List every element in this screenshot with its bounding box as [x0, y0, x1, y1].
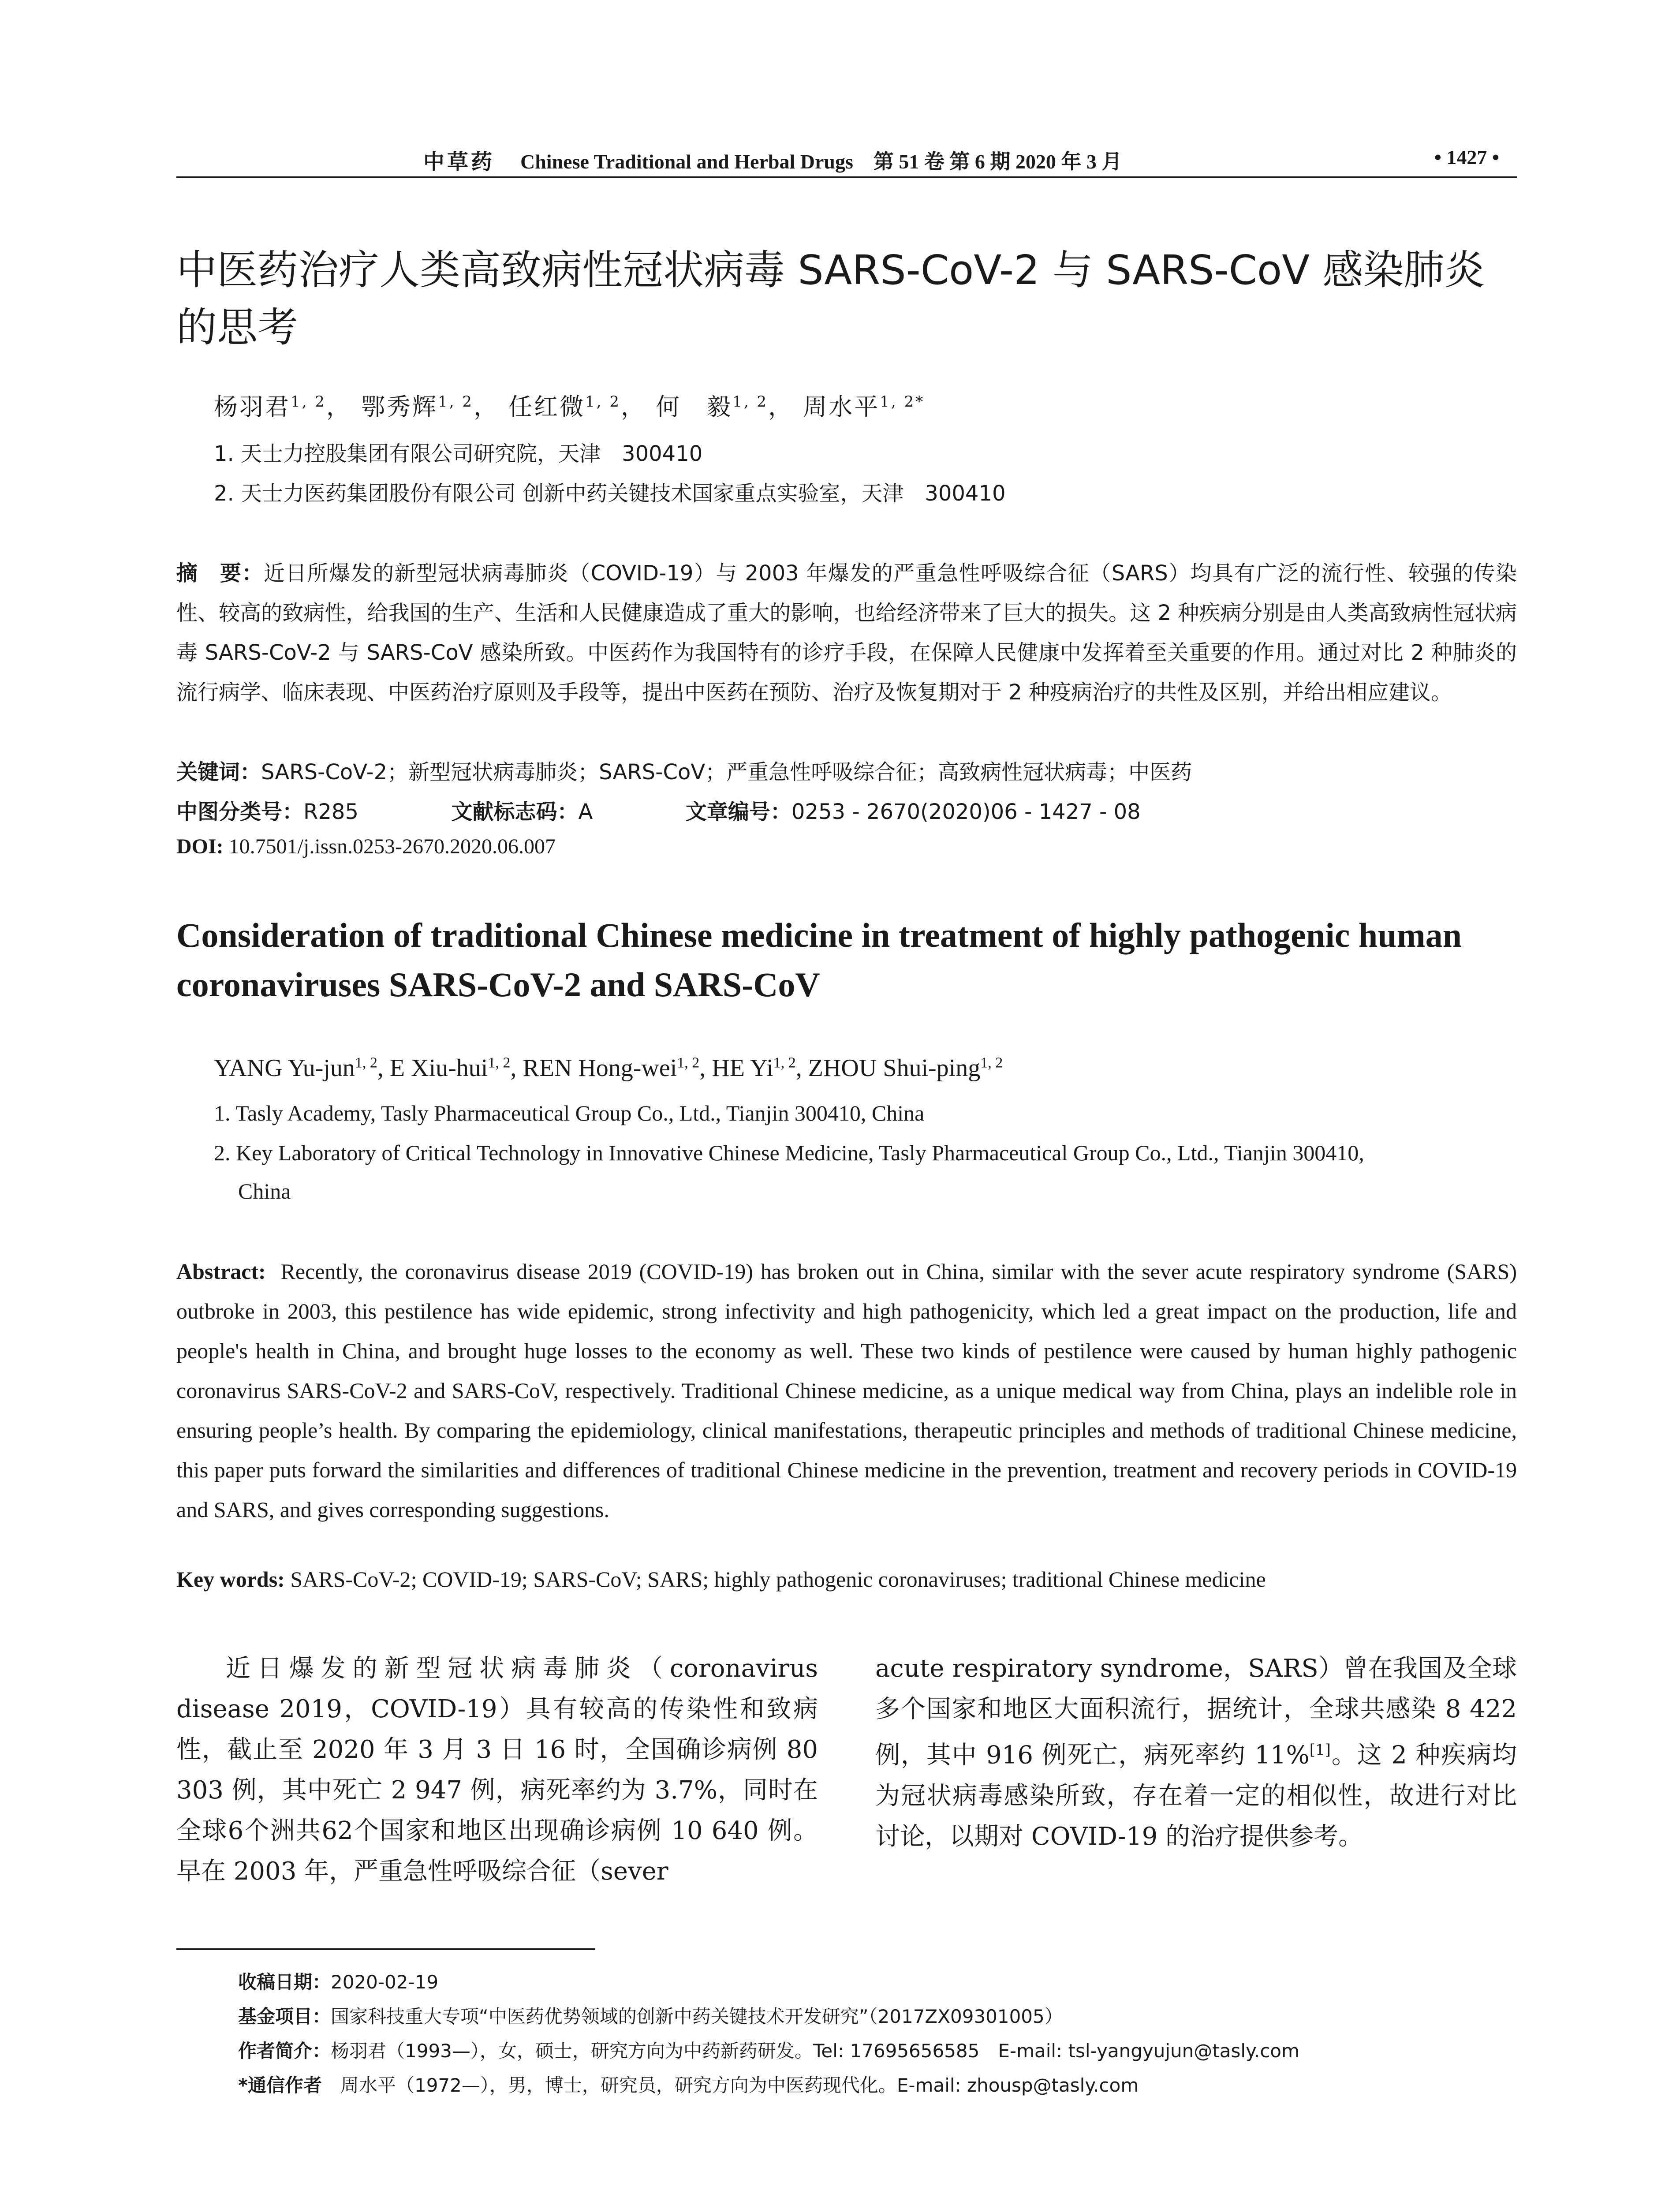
zh-author-list: 杨羽君$^{1, 2}$， 鄂秀辉$^{1, 2}$， 任红微$^{1, 2}$， 何 毅$^{1, 2}$， 周水平$^{1, 2*}$	[214, 393, 925, 421]
zh-author-aff: 1, 2	[291, 393, 326, 411]
en-keywords-label: Key words:	[176, 1567, 285, 1592]
body-right-text-cont: 。这 2 种疾病均为冠状病毒感染所致，存在着一定的相似性，故进行对比讨论，以期对 COVID-19 的治疗提供参考。	[875, 1741, 1517, 1851]
en-affiliation-2: 2. Key Laboratory of Critical Technology in Innovative Chinese Medicine, Tasly Pharmaceutical Group Co., Ltd., Tianjin 300410,	[214, 1140, 1364, 1165]
body-right-text: acute respiratory syndrome，SARS）曾在我国及全球多个国家和地区大面积流行，据统计，全球共感染 8 422 例，其中 916 例死亡，病死率约 11%	[875, 1654, 1517, 1770]
zh-author: 鄂秀辉	[361, 393, 438, 421]
zh-author-aff: 1, 2	[585, 393, 621, 411]
zh-abstract-text: 近日所爆发的新型冠状病毒肺炎（COVID-19）与 2003 年爆发的严重急性呼吸综合征（SARS）均具有广泛的流行性、较强的传染性、较高的致病性，给我国的生产、生活和人民健康造成了重大的影响，也给经济带来了巨大的损失。这 2 种疾病分别是由人类高致病性冠状病毒 SARS-CoV-2 与 SARS-CoV 感染所致。中医药作为我国特有的诊疗手段，在保障人民健康中发挥着至关重要的作用。通过对比 2 种肺炎的流行病学、临床表现、中医药治疗原则及手段等，提出中医药在预防、治疗及恢复期对于 2 种疫病治疗的共性及区别，并给出相应建议。	[176, 561, 1517, 705]
en-article-title: Consideration of traditional Chinese medicine in treatment of highly pathogenic human coronaviruses SARS-CoV-2 and SARS-CoV	[176, 916, 1462, 1004]
doc-code-value: A	[578, 800, 593, 824]
journal-name-zh: 中草药	[423, 149, 495, 174]
zh-affiliation-2: 2. 天士力医药集团股份有限公司 创新中药关键技术国家重点实验室，天津 300410	[214, 481, 1006, 506]
footnote-text: 周水平（1972—），男，博士，研究员，研究方向为中医药现代化。E-mail: zhousp@tasly.com	[321, 2074, 1139, 2096]
zh-keywords-label: 关键词：	[176, 760, 261, 785]
en-author: ZHOU Shui-ping	[808, 1054, 981, 1082]
header-rule	[176, 176, 1517, 178]
article-number-value: 0253 - 2670(2020)06 - 1427 - 08	[791, 800, 1141, 824]
footnote-corresponding-author	[238, 2071, 1139, 2097]
zh-author-aff: 1, 2	[732, 393, 769, 411]
body-left-column: 近日爆发的新型冠状病毒肺炎（coronavirus disease 2019，COVID-19）具有较高的传染性和致病性，截止至 2020 年 3 月 3 日 16 时，全国确诊病例 80 303 例，其中死亡 2 947 例，病死率约为 3.7%，同时在全球6个洲共62个国家和地区出现确诊病例 10 640 例。早在 2003 年，严重急性呼吸综合征（sever	[176, 1654, 818, 1886]
en-author: REN Hong-wei	[523, 1054, 677, 1082]
en-author: E Xiu-hui	[389, 1054, 488, 1082]
zh-abstract	[176, 553, 1517, 712]
zh-author: 任红微	[508, 393, 586, 421]
zh-keywords-text: SARS-CoV-2；新型冠状病毒肺炎；SARS-CoV；严重急性呼吸综合征；高致病性冠状病毒；中医药	[261, 760, 1192, 785]
clc-label: 中图分类号：	[176, 800, 304, 824]
en-author-aff: 1, 2	[355, 1054, 377, 1071]
en-author-aff: 1, 2	[980, 1054, 1003, 1071]
clc-value: R285	[303, 800, 358, 824]
doi-label: DOI:	[176, 835, 224, 858]
en-author-aff: 1, 2	[677, 1054, 700, 1071]
running-header	[176, 140, 1517, 176]
footnote-text: 杨羽君（1993—），女，硕士，研究方向为中药新药研发。Tel: 17695656585 E-mail: tsl-yangyujun@tasly.com	[331, 2040, 1299, 2062]
en-author: HE Yi	[712, 1054, 773, 1082]
zh-keywords	[176, 755, 1192, 785]
en-author-aff: 1, 2	[488, 1054, 511, 1071]
footnote-text: 国家科技重大专项“中医药优势领域的创新中药关键技术开发研究”（2017ZX09301005）	[331, 2006, 1063, 2027]
page-number: • 1427 •	[1434, 146, 1499, 168]
zh-author-aff: 1, 2*	[880, 393, 925, 411]
footnote-funding	[238, 2002, 1063, 2029]
en-abstract-text: Recently, the coronavirus disease 2019 (COVID-19) has broken out in China, similar with the sever acute respiratory syndrome (SARS) outbroke in 2003, this pestilence has wide epidemic, strong infectivity and high pathogenicity, which led a great impact on the production, life and people's health in China, and brought huge losses to the economy as well. These two kinds of pestilence were caused by human highly pathogenic coronavirus SARS-CoV-2 and SARS-CoV, respectively. Traditional Chinese medicine, as a unique medical way from China, plays an indelible role in ensuring people’s health. By comparing the epidemiology, clinical manifestations, therapeutic principles and methods of traditional Chinese medicine, this paper puts forward the similarities and differences of traditional Chinese medicine in the prevention, treatment and recovery periods in COVID-19 and SARS, and gives corresponding suggestions.	[176, 1259, 1517, 1522]
en-author-aff: 1, 2	[773, 1054, 796, 1071]
citation-ref[interactable]: [1]	[1309, 1741, 1331, 1759]
zh-author: 杨羽君	[214, 393, 291, 421]
footnote-label: 作者简介：	[238, 2040, 331, 2062]
zh-author: 何 毅	[656, 393, 733, 421]
footnote-label: *通信作者	[238, 2074, 322, 2096]
en-affiliation-2-continued: China	[238, 1179, 291, 1203]
article-number-label: 文章编号：	[685, 800, 791, 824]
zh-author-aff: 1, 2	[438, 393, 474, 411]
footnote-received	[238, 1968, 438, 1994]
en-keywords-text: SARS-CoV-2; COVID-19; SARS-CoV; SARS; highly pathogenic coronaviruses; traditional Chinese medicine	[290, 1567, 1266, 1592]
zh-affiliation-1: 1. 天士力控股集团有限公司研究院，天津 300410	[214, 441, 703, 466]
footnote-rule	[176, 1948, 595, 1950]
doi-value[interactable]: 10.7501/j.issn.0253-2670.2020.06.007	[228, 835, 556, 858]
footnote-label: 收稿日期：	[238, 1971, 331, 1993]
journal-info: Chinese Traditional and Herbal Drugs 第 51 卷 第 6 期 2020 年 3 月	[520, 150, 1122, 173]
classification-line	[176, 795, 1141, 825]
en-abstract-label: Abstract:	[176, 1259, 266, 1284]
zh-article-title: 中医药治疗人类高致病性冠状病毒 SARS-CoV-2 与 SARS-CoV 感染肺炎的思考	[176, 247, 1485, 351]
en-keywords	[176, 1566, 1517, 1592]
body-right-column	[875, 1648, 1517, 1857]
zh-author: 周水平	[803, 393, 880, 421]
doc-code-label: 文献标志码：	[451, 800, 579, 824]
en-author: YANG Yu-jun	[214, 1054, 355, 1082]
footnote-author-bio	[238, 2037, 1299, 2063]
en-affiliation-1: 1. Tasly Academy, Tasly Pharmaceutical Group Co., Ltd., Tianjin 300410, China	[214, 1101, 925, 1125]
footnote-label: 基金项目：	[238, 2006, 331, 2027]
zh-abstract-label: 摘 要：	[176, 561, 264, 586]
en-abstract	[176, 1252, 1517, 1529]
en-author-list: YANG Yu-jun$^{1, 2}$, E Xiu-hui$^{1, 2}$, REN Hong-wei$^{1, 2}$, HE Yi$^{1, 2}$, ZHOU Shui-ping$^{1, 2}$	[214, 1054, 1003, 1082]
footnote-text: 2020-02-19	[331, 1971, 439, 1993]
doi-line	[176, 834, 556, 859]
